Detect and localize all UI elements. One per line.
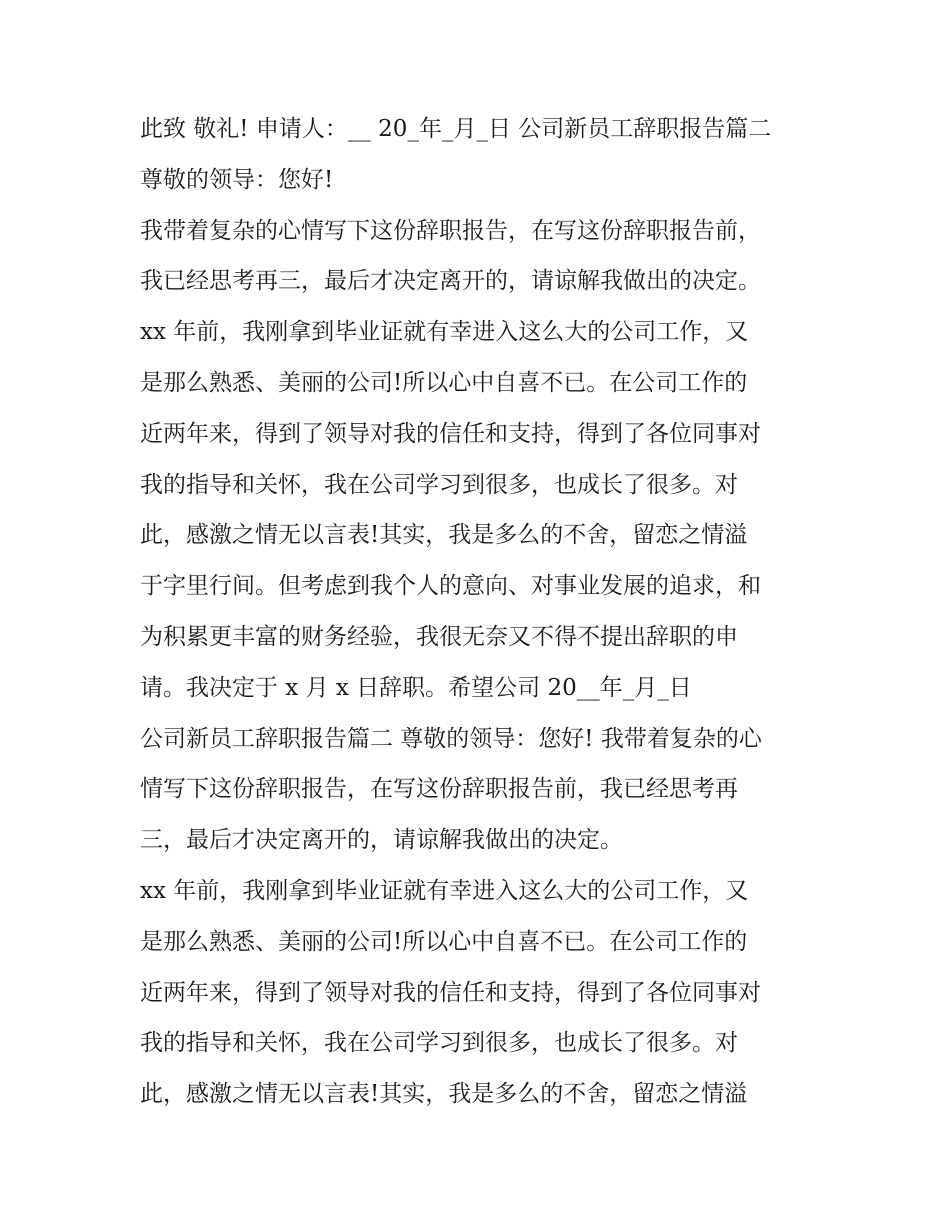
- text-line: 为积累更丰富的财务经验，我很无奈又不得不提出辞职的申: [140, 623, 738, 650]
- text-line: 我的指导和关怀，我在公司学习到很多，也成长了很多。对: [140, 471, 738, 498]
- text-line: 我的指导和关怀，我在公司学习到很多，也成长了很多。对: [140, 1030, 738, 1057]
- text-line: 情写下这份辞职报告，在写这份辞职报告前，我已经思考再: [140, 776, 738, 803]
- text-line: 是那么熟悉、美丽的公司!所以心中自喜不已。在公司工作的: [140, 928, 748, 955]
- text-line: 于字里行间。但考虑到我个人的意向、对事业发展的追求，和: [140, 573, 761, 600]
- text-line: 我带着复杂的心情写下这份辞职报告，在写这份辞职报告前，: [140, 217, 761, 244]
- document-body: [140, 104, 840, 1120]
- text-line: 请。我决定于 x 月 x 日辞职。希望公司 20__年_月_日: [140, 674, 692, 701]
- text-line: 此，感激之情无以言表!其实，我是多么的不舍，留恋之情溢: [140, 1081, 748, 1108]
- text-line: 公司新员工辞职报告篇二 尊敬的领导：您好! 我带着复杂的心: [140, 725, 762, 752]
- text-line: 近两年来，得到了领导对我的信任和支持，得到了各位同事对: [140, 979, 761, 1006]
- text-line: 是那么熟悉、美丽的公司!所以心中自喜不已。在公司工作的: [140, 369, 748, 396]
- text-line: xx 年前，我刚拿到毕业证就有幸进入这么大的公司工作，又: [140, 877, 749, 904]
- text-line: 尊敬的领导：您好!: [140, 166, 334, 193]
- text-line: 此，感激之情无以言表!其实，我是多么的不舍，留恋之情溢: [140, 522, 748, 549]
- text-line: 此致 敬礼! 申请人：__ 20_年_月_日 公司新员工辞职报告篇二: [140, 116, 772, 142]
- text-line: 三，最后才决定离开的，请谅解我做出的决定。: [140, 827, 623, 854]
- text-line: xx 年前，我刚拿到毕业证就有幸进入这么大的公司工作，又: [140, 319, 749, 346]
- text-line: 近两年来，得到了领导对我的信任和支持，得到了各位同事对: [140, 420, 761, 447]
- text-line: 我已经思考再三，最后才决定离开的，请谅解我做出的决定。: [140, 268, 761, 295]
